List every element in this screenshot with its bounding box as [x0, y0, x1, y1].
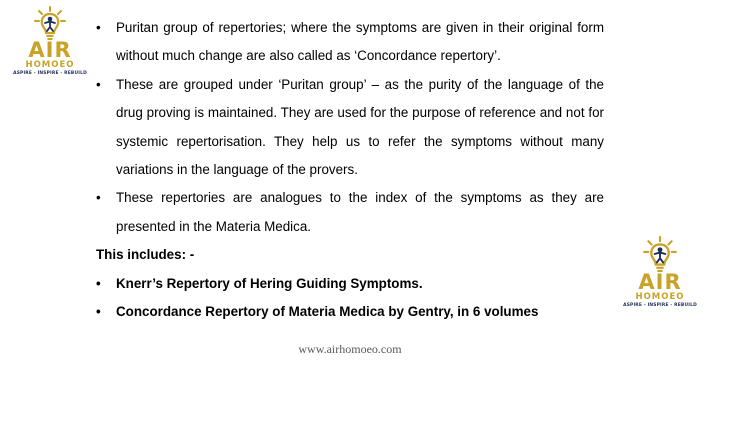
includes-item	[96, 298, 604, 326]
logo-brand: AIR	[28, 38, 72, 62]
logo-sub: HOMOEO	[635, 292, 685, 302]
bullet-dot: •	[96, 304, 101, 320]
footer-website: www.airhomoeo.com	[298, 342, 402, 356]
bulb-with-figure-icon	[33, 6, 67, 40]
bullet-text: These repertories are analogues to the index of the symptoms as they are presented in the Materia Medica.	[116, 190, 604, 234]
logo-tagline: ASPIRE - INSPIRE - REBUILD	[13, 71, 87, 76]
bullet-dot: •	[96, 20, 101, 35]
logo-brand: AIR	[638, 270, 682, 294]
includes-text: Knerr’s Repertory of Hering Guiding Symptoms.	[116, 275, 423, 291]
logo-tagline: ASPIRE - INSPIRE - REBUILD	[623, 303, 697, 308]
bullet-item	[96, 184, 604, 241]
includes-label: This includes: -	[96, 247, 195, 263]
logo-right	[623, 236, 697, 309]
bullet-text: These are grouped under ‘Puritan group’ – as the purity of the language of the drug proving is maintained. They are used for the purpose of reference and not for systemic repertorisation. They help us to refer the symptoms without many variations in the language of the provers.	[116, 76, 604, 178]
bullet-dot: •	[96, 275, 101, 291]
bullet-dot: •	[96, 190, 101, 206]
bullet-text: Puritan group of repertories; where the symptoms are given in their original form without much change are also called as ‘Concordance repertory’.	[116, 20, 604, 64]
bullet-item	[96, 14, 604, 71]
logo-top-left	[13, 6, 87, 77]
bullet-dot: •	[96, 76, 101, 92]
includes-item	[96, 270, 604, 298]
bullet-item	[96, 71, 604, 185]
includes-text: Concordance Repertory of Materia Medica by Gentry, in 6 volumes	[116, 304, 539, 320]
logo-sub: HOMOEO	[25, 60, 75, 70]
slide-content	[96, 14, 604, 326]
bulb-with-figure-icon	[642, 236, 678, 272]
